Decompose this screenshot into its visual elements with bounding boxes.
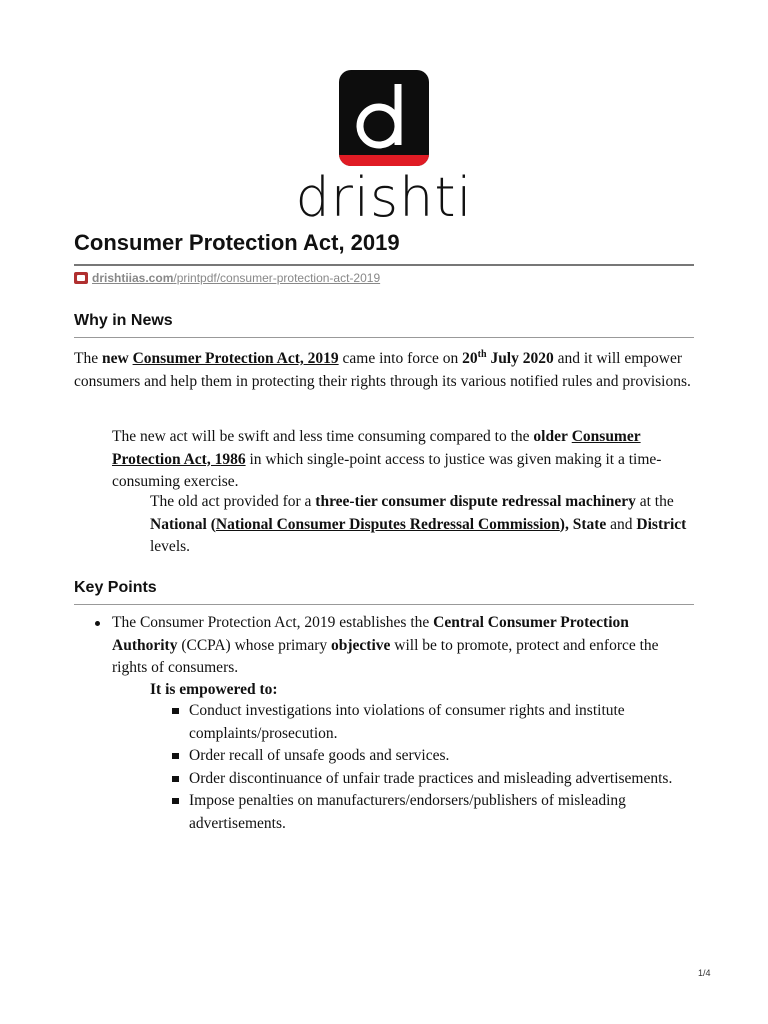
list-item: Order recall of unsafe goods and services. — [189, 745, 699, 768]
list-item: Order discontinuance of unfair trade practices and misleading advertisements. — [189, 768, 699, 791]
page-number: 1/4 — [698, 968, 711, 978]
logo — [0, 70, 768, 171]
list-item: The Consumer Protection Act, 2019 establishes the Central Consumer Protection Authority (CCPA) whose primary objective will be to promote, protect and enforce the rights of consumers. — [112, 612, 682, 680]
heading-key-points: Key Points — [74, 579, 157, 596]
section-divider — [74, 604, 694, 605]
site-favicon-icon — [74, 272, 88, 284]
key-points-list — [112, 612, 682, 680]
paragraph-old-act: The old act provided for a three-tier consumer dispute redressal machinery at the National (National Consumer Disputes Redressal Commission), State and District levels. — [150, 493, 687, 555]
empowered-heading: It is empowered to: — [150, 681, 278, 698]
bullet-icon — [95, 621, 100, 626]
section-divider — [74, 337, 694, 338]
title-divider — [74, 264, 694, 266]
square-bullet-icon — [172, 776, 179, 782]
link-cpa-1986[interactable]: Consumer Protection Act, 1986 — [112, 428, 641, 468]
paragraph-intro: The new Consumer Protection Act, 2019 came into force on 20th July 2020 and it will empower consumers and help them in protecting their rights through its various notified rules and provisions. — [74, 349, 691, 390]
square-bullet-icon — [172, 798, 179, 804]
source-url[interactable]: drishtiias.com/printpdf/consumer-protection-act-2019 — [92, 271, 381, 285]
square-bullet-icon — [172, 708, 179, 714]
link-ncdrc[interactable]: National Consumer Disputes Redressal Commission — [215, 515, 560, 533]
square-bullet-icon — [172, 753, 179, 759]
logo-wordmark: drishti — [295, 166, 473, 229]
link-cpa-2019[interactable]: Consumer Protection Act, 2019 — [132, 350, 339, 368]
logo-icon — [339, 70, 429, 166]
paragraph-new-act: The new act will be swift and less time consuming compared to the older Consumer Protection Act, 1986 in which single-point access to justice was given making it a time-consuming exercise. — [112, 428, 662, 490]
page-title: Consumer Protection Act, 2019 — [74, 230, 400, 255]
source-link[interactable] — [74, 271, 380, 285]
powers-list — [189, 700, 699, 835]
heading-why-in-news: Why in News — [74, 312, 173, 329]
list-item: Impose penalties on manufacturers/endorsers/publishers of misleading advertisements. — [189, 790, 699, 835]
list-item: Conduct investigations into violations of consumer rights and institute complaints/prosecution. — [189, 700, 699, 745]
